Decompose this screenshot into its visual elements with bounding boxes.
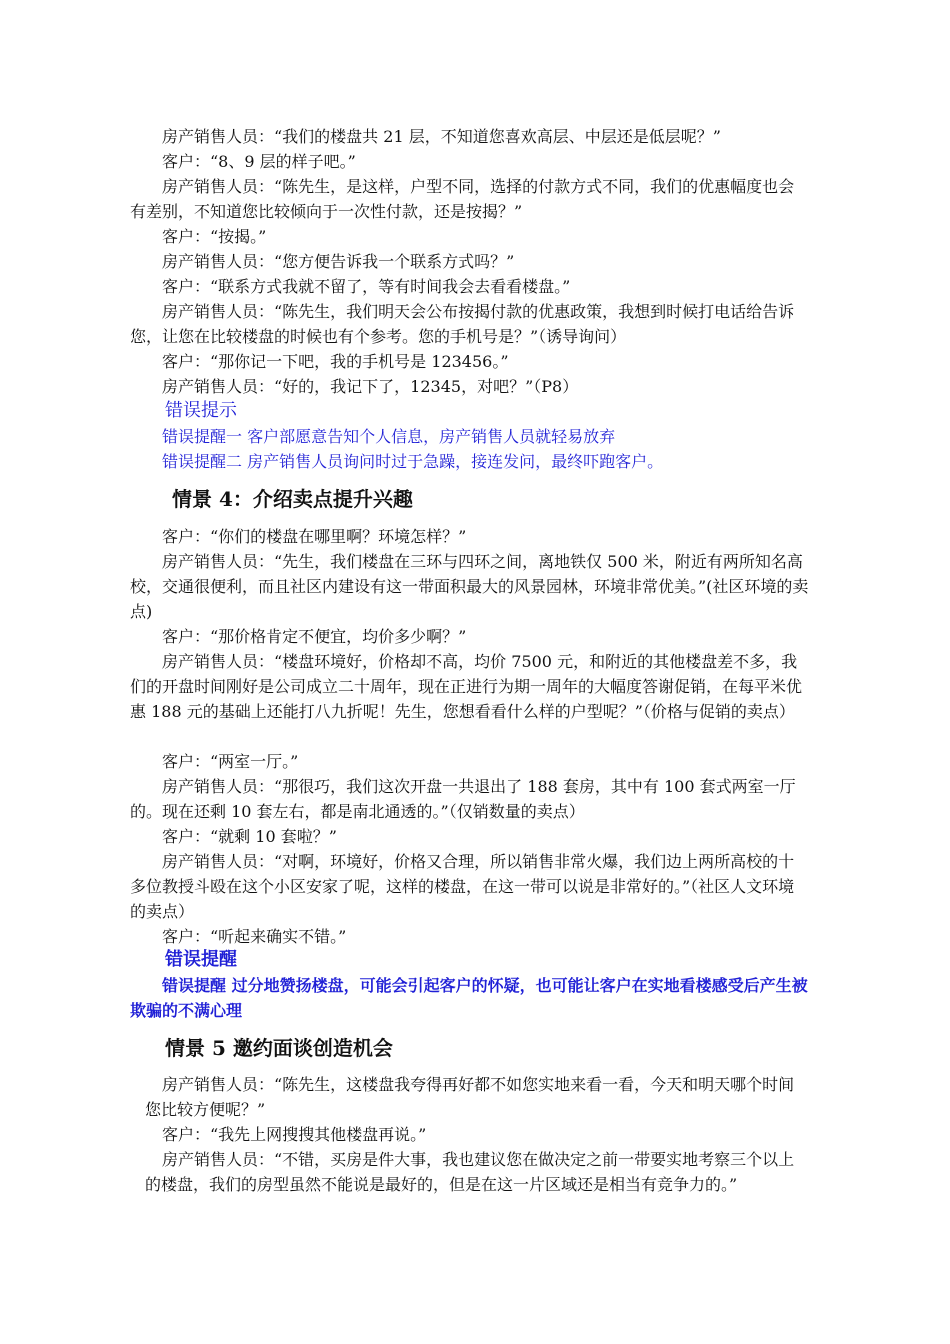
dialogue-line: 客户：“那你记一下吧，我的手机号是 123456。” [162,352,509,371]
error-tips-title: 错误提示 [165,400,237,421]
section-heading: 情景 4：介绍卖点提升兴趣 [172,487,413,511]
error-tips-title: 错误提醒 [165,949,237,970]
section-heading: 情景 5 邀约面谈创造机会 [165,1036,393,1060]
dialogue-line: 房产销售人员：“不错，买房是件大事，我也建议您在做决定之前一带要实地考察三个以上的楼盘，我们的房型虽然不能说是最好的，但是在这一片区域还是相当有竞争力的。” [145,1150,795,1194]
error-tip: 错误提醒二 房产销售人员询问时过于急躁，接连发问，最终吓跑客户。 [162,452,664,471]
dialogue-line: 客户：“我先上网搜搜其他楼盘再说。” [162,1125,427,1144]
error-tip: 错误提醒一 客户部愿意告知个人信息，房产销售人员就轻易放弃 [162,427,616,446]
dialogue-line: 客户：“两室一厅。” [162,752,299,771]
dialogue-line: 客户：“那价格肯定不便宜，均价多少啊？” [162,627,467,646]
dialogue-line: 房产销售人员：“那很巧，我们这次开盘一共退出了 188 套房，其中有 100 套式两室一厅的。现在还剩 10 套左右，都是南北通透的。”（仅销数量的卖点） [130,777,796,821]
dialogue-line: 房产销售人员：“陈先生，这楼盘我夸得再好都不如您实地来看一看，今天和明天哪个时间您比较方便呢？” [145,1075,795,1119]
dialogue-line: 客户：“8、9 层的样子吧。” [162,152,356,171]
dialogue-line: 房产销售人员：“好的，我记下了，12345，对吧？”（P8） [162,377,579,396]
error-tip: 错误提醒 过分地赞扬楼盘，可能会引起客户的怀疑，也可能让客户在实地看楼感受后产生被欺骗的不满心理 [130,976,808,1020]
dialogue-line: 房产销售人员：“我们的楼盘共 21 层，不知道您喜欢高层、中层还是低层呢？” [162,127,721,146]
dialogue-line: 客户：“你们的楼盘在哪里啊？环境怎样？” [162,527,467,546]
dialogue-line: 房产销售人员：“先生，我们楼盘在三环与四环之间，离地铁仅 500 米，附近有两所知名高校，交通很便利，而且社区内建设有这一带面积最大的风景园林，环境非常优美。”(社区环境的卖点) [130,552,809,621]
dialogue-line: 客户：“按揭。” [162,227,267,246]
dialogue-line: 客户：“听起来确实不错。” [162,927,347,946]
dialogue-line: 客户：“就剩 10 套啦？” [162,827,337,846]
dialogue-line: 房产销售人员：“对啊，环境好，价格又合理，所以销售非常火爆，我们边上两所高校的十多位教授斗殴在这个小区安家了呢，这样的楼盘，在这一带可以说是非常好的。”（社区人文环境的卖点） [130,852,795,921]
dialogue-line: 客户：“联系方式我就不留了，等有时间我会去看看楼盘。” [162,277,571,296]
dialogue-line: 房产销售人员：“楼盘环境好，价格却不高，均价 7500 元，和附近的其他楼盘差不多，我们的开盘时间刚好是公司成立二十周年，现在正进行为期一周年的大幅度答谢促销，在每平米优惠 188 元的基础上还能打八九折呢！先生，您想看看什么样的户型呢？”（价格与促销的卖点） [130,652,803,721]
dialogue-line: 房产销售人员：“陈先生，是这样，户型不同，选择的付款方式不同，我们的优惠幅度也会有差别，不知道您比较倾向于一次性付款，还是按揭？” [130,177,795,221]
dialogue-line: 房产销售人员：“陈先生，我们明天会公布按揭付款的优惠政策，我想到时候打电话给告诉您，让您在比较楼盘的时候也有个参考。您的手机号是？”（诱导询问） [130,302,795,346]
dialogue-line: 房产销售人员：“您方便告诉我一个联系方式吗？” [162,252,515,271]
